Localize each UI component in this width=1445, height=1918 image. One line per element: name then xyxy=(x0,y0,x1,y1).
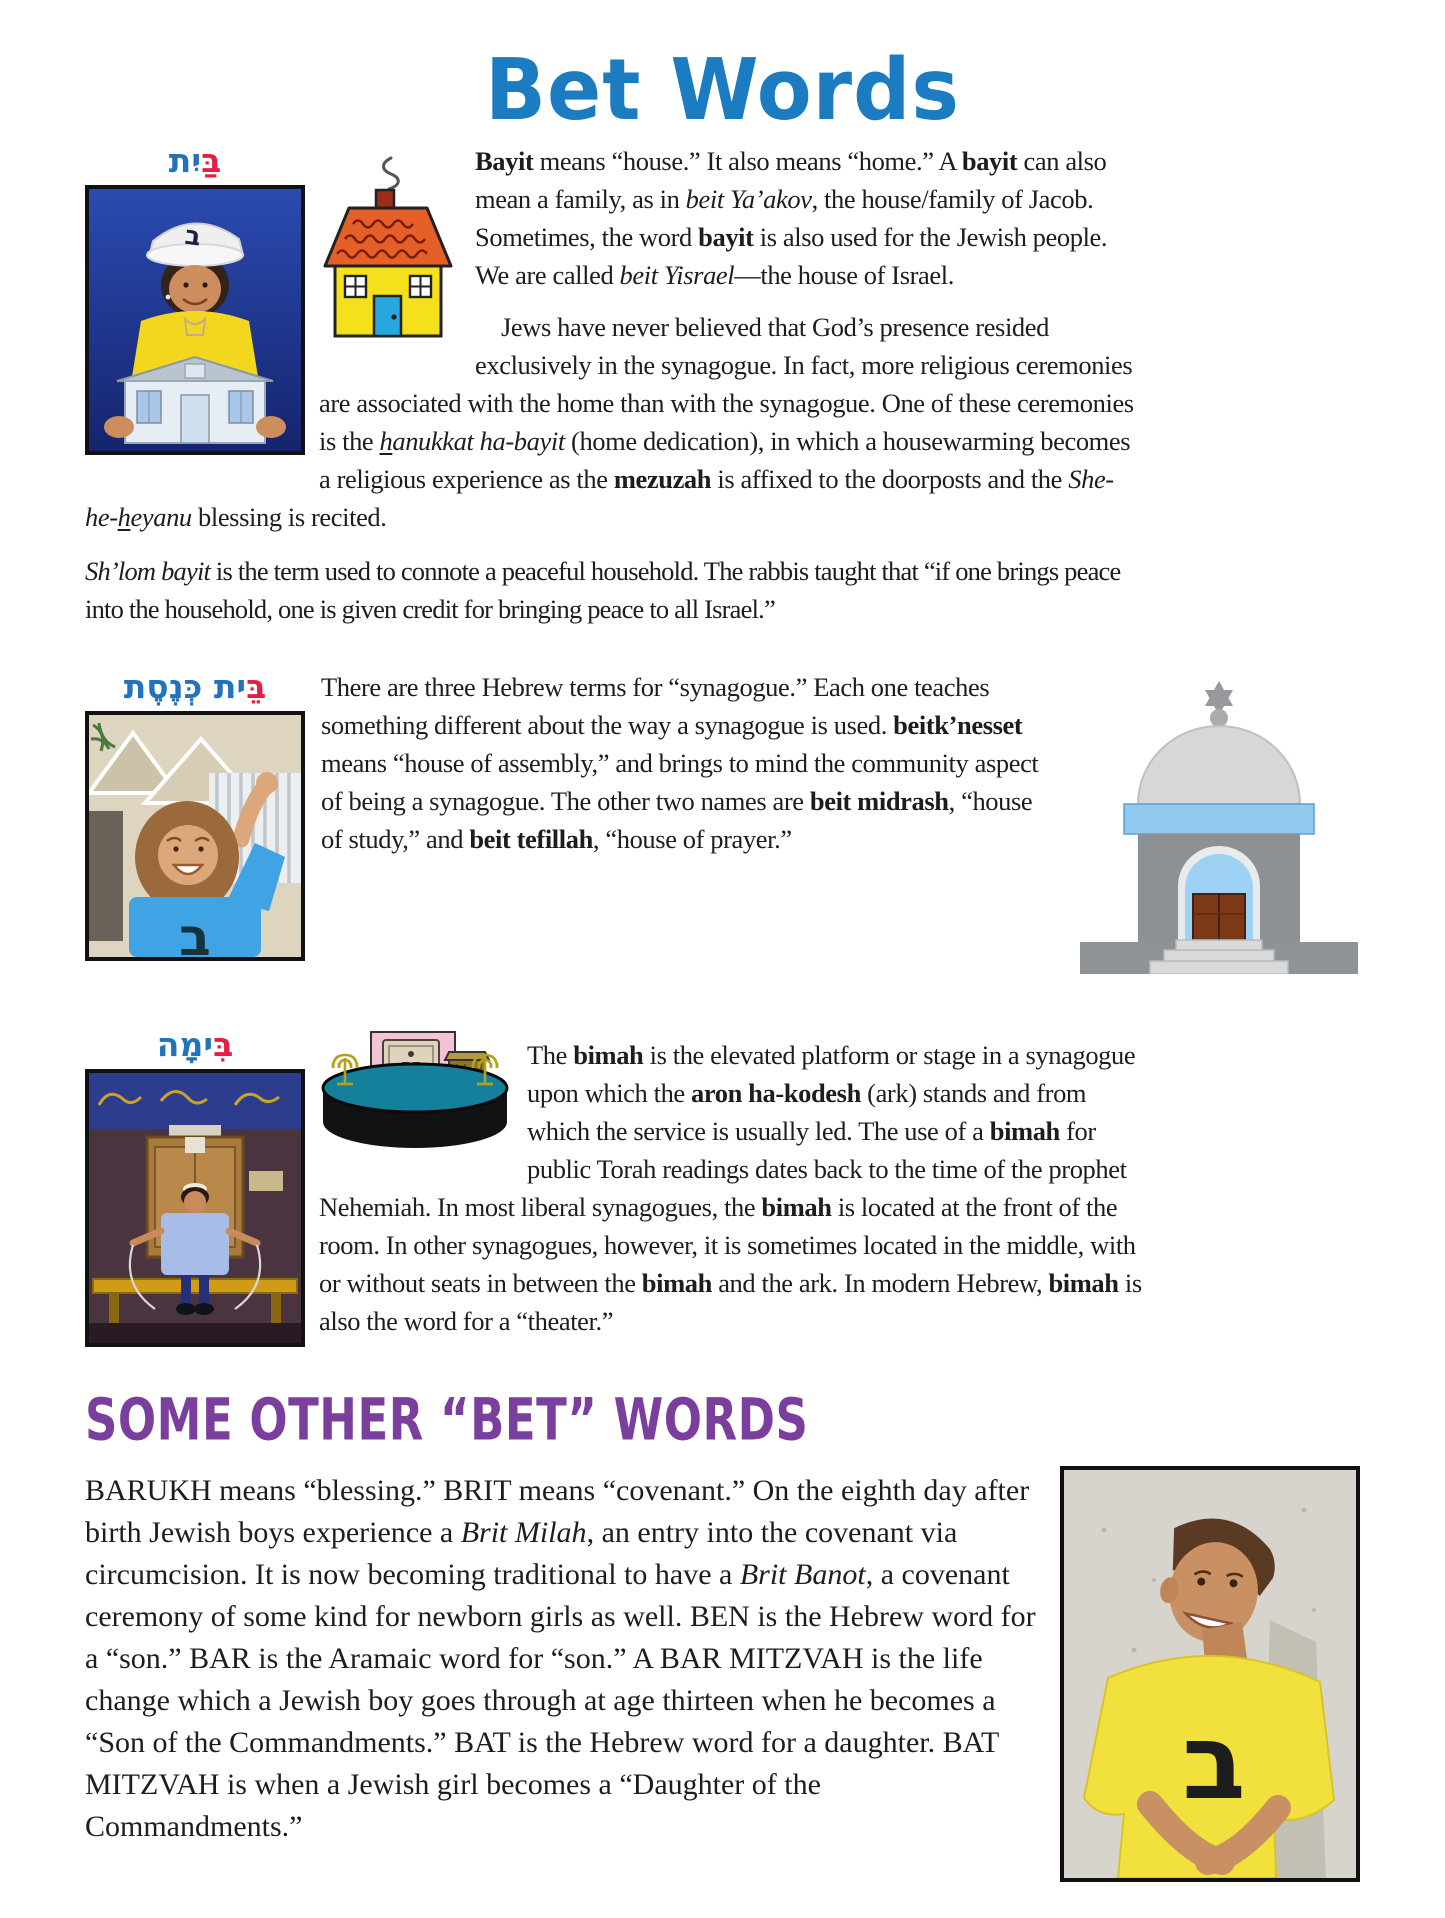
girl-dollhouse-photo-art xyxy=(89,189,301,451)
bimah-paragraph: The bimah is the elevated platform or stage in a synagogue upon which the aron ha-kodesh (ark) stands and from which the service is usually led. The use of a bimah for public Torah readings dates back to the time of the prophet Nehemiah. In most liberal synagogues, the bimah is located at the front of the room. In other synagogues, however, it is sometimes located in the middle, with or without seats in between the bimah and the ark. In modern Hebrew, bimah is also the word for a “theater.” xyxy=(319,1040,1142,1336)
hebrew-word-rest: ימָה xyxy=(156,1025,214,1064)
hebrew-letter-bet: בַּ xyxy=(201,141,222,180)
hebrew-word-beit-knesset xyxy=(85,668,305,706)
child-jump-rope-photo-art xyxy=(89,1073,301,1343)
synagogue-illustration xyxy=(1078,676,1360,974)
shlom-bayit-paragraph: Sh’lom bayit is the term used to connote a peaceful household. The rabbis taught that “if one brings peace into the household, one is given credit for bringing peace to all Israel.” xyxy=(85,556,1121,624)
photo-girl-dollhouse xyxy=(85,185,305,455)
knesset-paragraph: There are three Hebrew terms for “synagogue.” Each one teaches something different about the way a synagogue is used. beitk’nesset means “house of assembly,” and brings to mind the community aspect of being a synagogue. The other two names are beit midrash, “house of study,” and beit tefillah, “house of prayer.” xyxy=(321,672,1039,854)
photo-boy-yellow-shirt xyxy=(1060,1466,1360,1882)
section-beit-knesset xyxy=(85,668,1360,974)
house-illustration xyxy=(319,154,457,340)
section-bimah xyxy=(85,1026,1360,1347)
hebrew-word-rest: יִת xyxy=(168,141,202,180)
bimah-photo-block xyxy=(85,1026,305,1347)
girl-synagogue-photo-art xyxy=(89,715,301,957)
knesset-photo-block xyxy=(85,668,305,961)
bayit-photo-block xyxy=(85,142,305,455)
hebrew-letter-bet: בִּ xyxy=(213,1025,234,1064)
bayit-paragraph-2: Jews have never believed that God’s presence resided exclusively in the synagogue. In fact, more religious ceremonies are associated with the home than with the synagogue. One of these ceremonies is the hanukkat ha-bayit (home dedication), in which a housewarming becomes a religious experience as the mezuzah is affixed to the doorposts and the She-he-heyanu blessing is recited. xyxy=(85,312,1134,532)
page-title: Bet Words xyxy=(484,40,960,140)
other-bet-words-heading: SOME OTHER “BET” WORDS xyxy=(85,1385,809,1454)
hebrew-word-rest: ית כְּנֶסֶת xyxy=(123,667,247,706)
svg-text:ב: ב xyxy=(1182,1701,1246,1823)
boy-yellow-shirt-photo-art xyxy=(1064,1470,1356,1878)
bimah-platform-art xyxy=(319,1026,511,1150)
svg-text:ב: ב xyxy=(183,220,203,253)
cartoon-house-art xyxy=(319,154,457,340)
svg-text:ב: ב xyxy=(179,908,211,957)
bimah-illustration xyxy=(319,1026,511,1150)
section-other-bet-words xyxy=(85,1385,1360,1882)
synagogue-dome-art xyxy=(1078,676,1360,974)
photo-child-jump-rope xyxy=(85,1069,305,1347)
hebrew-letter-bet: בֵּ xyxy=(246,667,267,706)
section-bayit xyxy=(85,142,1360,628)
bayit-paragraph-1: Bayit means “house.” It also means “home.” A bayit can also mean a family, as in beit Ya’akov, the house/family of Jacob. Sometimes, the word bayit is also used for the Jewish people. We are called beit Yisrael—the house of Israel. xyxy=(475,146,1108,290)
photo-girl-synagogue xyxy=(85,711,305,961)
hebrew-word-bayit xyxy=(85,142,305,180)
other-bet-words-paragraph: BARUKH means “blessing.” BRIT means “covenant.” On the eighth day after birth Jewish boys experience a Brit Milah, an entry into the covenant via circumcision. It is now becoming traditional to have a Brit Banot, a covenant ceremony of some kind for newborn girls as well. BEN is the Hebrew word for a “son.” BAR is the Aramaic word for “son.” A BAR MITZVAH is the life change which a Jewish boy goes through at age thirteen when he becomes a “Son of the Commandments.” BAT is the Hebrew word for a daughter. BAT MITZVAH is when a Jewish girl becomes a “Daughter of the Commandments.” xyxy=(85,1474,1036,1843)
hebrew-word-bimah xyxy=(85,1026,305,1064)
